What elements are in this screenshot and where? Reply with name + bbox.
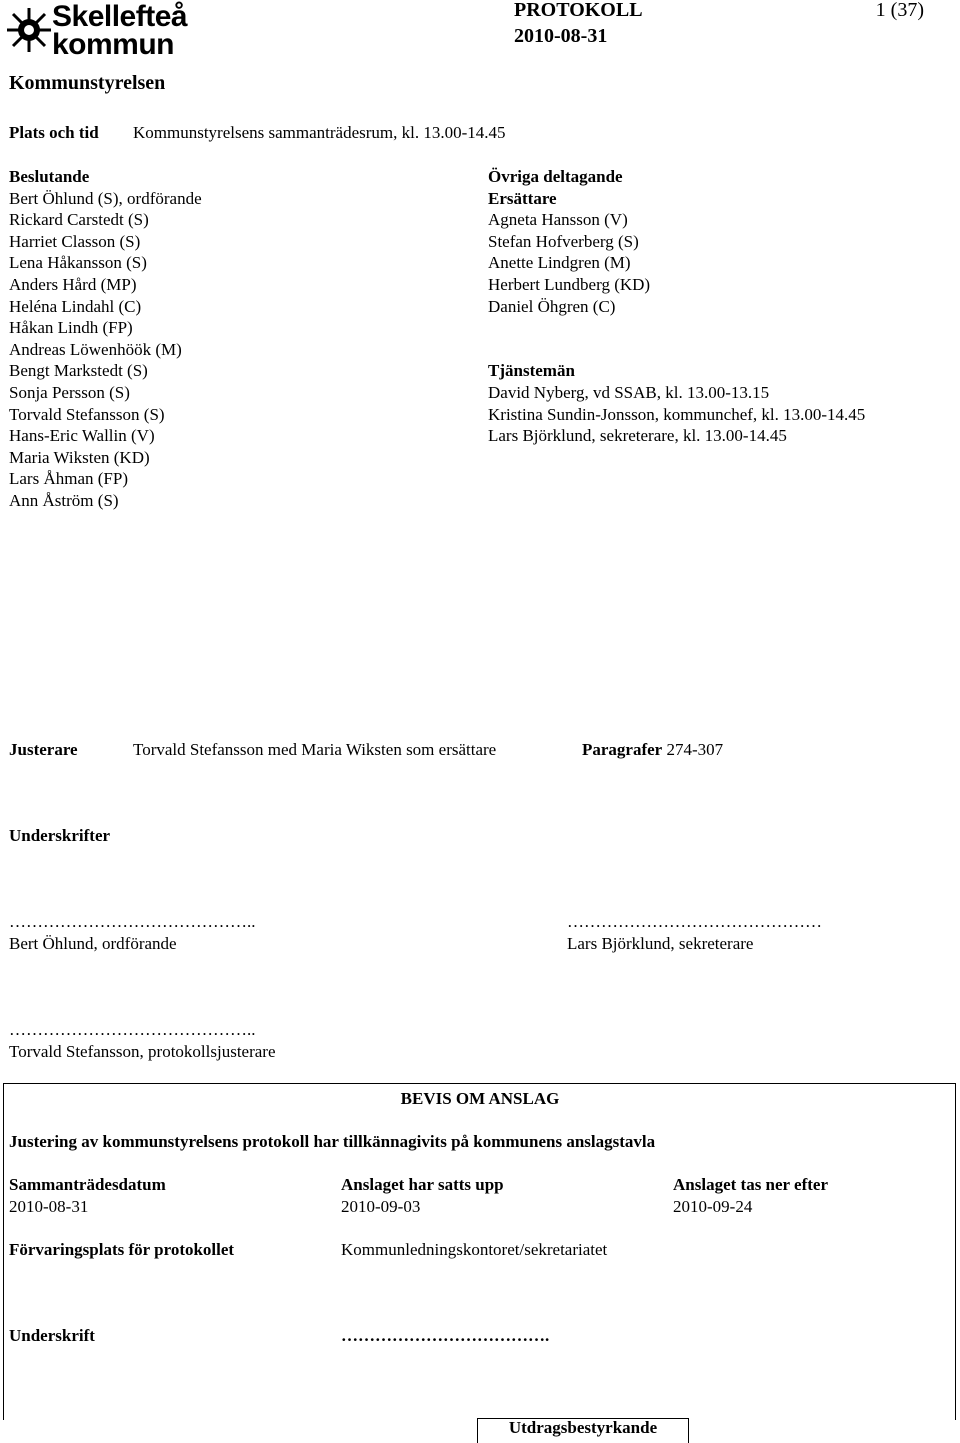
official: Lars Björklund, sekreterare, kl. 13.00-14.45: [488, 426, 787, 446]
member: Lena Håkansson (S): [9, 253, 147, 273]
paragraphs-value: 274-307: [666, 740, 724, 759]
member: Lars Åhman (FP): [9, 469, 128, 489]
decision-makers-heading: Beslutande: [9, 167, 90, 186]
others-heading: Övriga deltagande: [488, 167, 623, 186]
storage-value: Kommunledningskontoret/sekretariatet: [341, 1240, 608, 1259]
signatory-name: Torvald Stefansson, protokollsjusterare: [9, 1042, 276, 1061]
official: David Nyberg, vd SSAB, kl. 13.00-13.15: [488, 382, 770, 402]
page-number: 1 (37): [875, 0, 924, 21]
signature-dots: ……………………………….: [341, 1326, 550, 1345]
member: Andreas Löwenhöök (M): [9, 339, 182, 359]
certification-label: Utdragsbestyrkande: [508, 1418, 658, 1437]
signatures-heading: Underskrifter: [9, 826, 111, 845]
paragraphs-label: Paragrafer: [582, 740, 663, 759]
notice-title: BEVIS OM ANSLAG: [400, 1089, 560, 1108]
removal-date-value: 2010-09-24: [673, 1197, 753, 1216]
logo-line-1: Skellefteå: [52, 0, 188, 33]
member: Torvald Stefansson (S): [9, 404, 165, 424]
substitute: Agneta Hansson (V): [488, 210, 628, 230]
storage-label: Förvaringsplats för protokollet: [9, 1240, 235, 1259]
signatory-name: Lars Björklund, sekreterare: [567, 934, 754, 953]
place-value: Kommunstyrelsens sammanträdesrum, kl. 13.00-14.45: [133, 123, 506, 142]
substitute: Daniel Öhgren (C): [488, 296, 616, 316]
document-date: 2010-08-31: [514, 25, 608, 47]
adjusters-value: Torvald Stefansson med Maria Wiksten som ersättare: [133, 740, 497, 759]
substitutes-heading: Ersättare: [488, 188, 557, 208]
member: Bert Öhlund (S), ordförande: [9, 188, 202, 208]
removal-date-label: Anslaget tas ner efter: [673, 1175, 829, 1194]
member: Hans-Eric Wallin (V): [9, 426, 155, 446]
substitute: Stefan Hofverberg (S): [488, 231, 639, 251]
member: Bengt Markstedt (S): [9, 361, 148, 381]
document-type: PROTOKOLL: [514, 0, 643, 21]
member: Sonja Persson (S): [9, 382, 130, 402]
signature-line: ……………………………………..: [9, 1020, 256, 1039]
place-label: Plats och tid: [9, 123, 99, 142]
officials-heading: Tjänstemän: [488, 361, 575, 381]
signatory-name: Bert Öhlund, ordförande: [9, 934, 177, 953]
paragraphs: [582, 739, 723, 761]
member: Ann Åström (S): [9, 490, 119, 510]
sun-emblem-icon: [6, 4, 52, 56]
meeting-date-value: 2010-08-31: [9, 1197, 89, 1216]
member: Rickard Carstedt (S): [9, 210, 149, 230]
official: Kristina Sundin-Jonsson, kommunchef, kl. 13.00-14.45: [488, 404, 866, 424]
other-participants: [488, 166, 865, 447]
adjusters-label: Justerare: [9, 740, 78, 759]
signature-label: Underskrift: [9, 1326, 95, 1345]
substitute: Herbert Lundberg (KD): [488, 274, 651, 294]
member: Håkan Lindh (FP): [9, 318, 133, 338]
notice-statement: Justering av kommunstyrelsens protokoll har tillkännagivits på kommunens anslagstavla: [9, 1132, 656, 1151]
member: Heléna Lindahl (C): [9, 296, 142, 316]
substitute: Anette Lindgren (M): [488, 253, 631, 273]
posted-date-label: Anslaget har satts upp: [341, 1175, 504, 1194]
member: Harriet Classon (S): [9, 231, 141, 251]
municipality-logo: [6, 0, 191, 61]
body-name: Kommunstyrelsen: [9, 72, 166, 94]
decision-makers: [9, 166, 202, 512]
member: Anders Hård (MP): [9, 274, 137, 294]
posted-date-value: 2010-09-03: [341, 1197, 421, 1216]
logo-line-2: kommun: [52, 28, 175, 61]
member: Maria Wiksten (KD): [9, 447, 150, 467]
meeting-date-label: Sammanträdesdatum: [9, 1175, 166, 1194]
signature-line: ………………………………………: [567, 912, 822, 931]
signature-line: ……………………………………..: [9, 912, 256, 931]
